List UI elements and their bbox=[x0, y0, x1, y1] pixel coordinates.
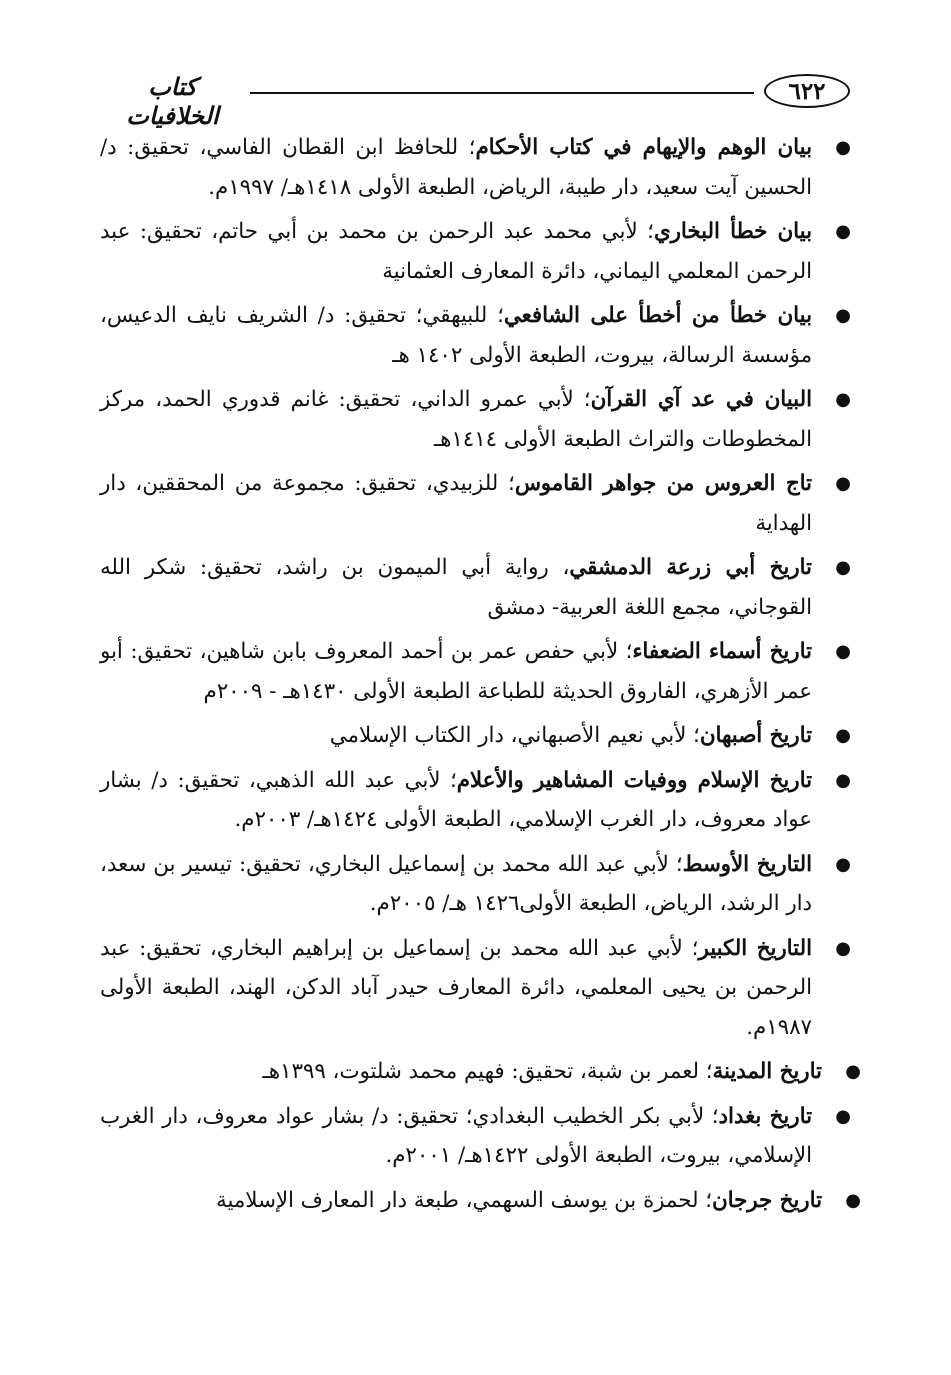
entry-title: التاريخ الأوسط bbox=[682, 851, 813, 877]
page-number: ٦٢٢ bbox=[764, 74, 850, 108]
bullet-icon: ● bbox=[835, 725, 851, 746]
bullet-icon: ● bbox=[835, 389, 851, 410]
list-item bbox=[100, 212, 851, 291]
entry-details: ، رواية أبي الميمون بن راشد، تحقيق: شكر الله القوجاني، مجمع اللغة العربية- دمشق bbox=[100, 555, 812, 620]
entry-details: ؛ لأبي حفص عمر بن أحمد المعروف بابن شاهين، تحقيق: أبو عمر الأزهري، الفاروق الحديثة للطباعة الطبعة الأولى ١٤٣٠هـ - ٢٠٠٩م bbox=[100, 639, 812, 704]
list-item bbox=[100, 380, 851, 459]
bibliography-list bbox=[100, 128, 861, 1225]
entry-title: بيان الوهم والإيهام في كتاب الأحكام bbox=[475, 135, 812, 160]
entry-details: ؛ لأبي بكر الخطيب البغدادي؛ تحقيق: د/ بشار عواد معروف، دار الغرب الإسلامي، بيروت، الطبعة الأولى ١٤٢٢هـ/ ٢٠٠١م. bbox=[100, 1103, 812, 1168]
bullet-icon: ● bbox=[835, 305, 851, 326]
list-item bbox=[100, 761, 851, 840]
entry-details: ؛ لعمر بن شبة، تحقيق: فهيم محمد شلتوت، ١٣٩٩هـ bbox=[262, 1059, 713, 1084]
entry-details: ؛ لأبي عبد الله محمد بن إسماعيل بن إبراهيم البخاري، تحقيق: عبد الرحمن بن يحيى المعلمي، دائرة المعارف حيدر آباد الدكن، الهند، الطبعة الأولى ١٩٨٧م. bbox=[100, 935, 812, 1040]
entry-title: تاريخ أبي زرعة الدمشقي bbox=[569, 555, 812, 580]
list-item bbox=[100, 128, 851, 207]
bullet-icon: ● bbox=[845, 1189, 861, 1211]
entry-details: ؛ للزبيدي، تحقيق: مجموعة من المحققين، دار الهداية bbox=[100, 471, 812, 536]
list-item bbox=[100, 296, 851, 375]
entry-title: التاريخ الكبير bbox=[698, 935, 813, 961]
entry-title: تاريخ أصبهان bbox=[699, 723, 812, 748]
list-item bbox=[138, 1052, 861, 1092]
entry-details: ؛ لحمزة بن يوسف السهمي، طبعة دار المعارف الإسلامية bbox=[216, 1187, 712, 1213]
bullet-icon: ● bbox=[835, 557, 851, 578]
entry-details: ؛ لأبي محمد عبد الرحمن بن محمد بن أبي حاتم، تحقيق: عبد الرحمن المعلمي اليماني، دائرة المعارف العثمانية bbox=[100, 219, 812, 284]
bullet-icon: ● bbox=[835, 1105, 851, 1127]
entry-title: تاريخ جرجان bbox=[712, 1187, 822, 1213]
bullet-icon: ● bbox=[835, 937, 851, 959]
bullet-icon: ● bbox=[835, 473, 851, 494]
entry-title: بيان خطأ من أخطأ على الشافعي bbox=[503, 303, 812, 328]
bullet-icon: ● bbox=[835, 641, 851, 662]
entry-details: ؛ للبيهقي؛ تحقيق: د/ الشريف نايف الدعيس، مؤسسة الرسالة، بيروت، الطبعة الأولى ١٤٠٢ هـ bbox=[100, 303, 812, 368]
entry-details: ؛ لأبي عمرو الداني، تحقيق: غانم قدوري الحمد، مركز المخطوطات والتراث الطبعة الأولى ١٤١٤هـ bbox=[100, 387, 812, 452]
list-item bbox=[170, 1181, 861, 1221]
entry-details: ؛ لأبي نعيم الأصبهاني، دار الكتاب الإسلامي bbox=[329, 723, 700, 748]
page-header bbox=[100, 70, 850, 130]
header-rule bbox=[250, 92, 754, 94]
list-item bbox=[100, 1097, 851, 1176]
list-item bbox=[100, 632, 851, 711]
list-item bbox=[100, 929, 851, 1048]
entry-details: ؛ للحافظ ابن القطان الفاسي، تحقيق: د/ الحسين آيت سعيد، دار طيبة، الرياض، الطبعة الأولى ١٤١٨هـ/ ١٩٩٧م. bbox=[100, 135, 812, 200]
entry-title: تاج العروس من جواهر القاموس bbox=[514, 471, 812, 496]
book-title: كتاب الخلافيات bbox=[126, 72, 219, 130]
list-item bbox=[100, 845, 851, 924]
entry-title: تاريخ المدينة bbox=[712, 1059, 822, 1084]
bullet-icon: ● bbox=[835, 221, 851, 242]
bullet-icon: ● bbox=[835, 137, 851, 158]
entry-title: تاريخ أسماء الضعفاء bbox=[632, 639, 812, 664]
entry-details: ؛ لأبي عبد الله الذهبي، تحقيق: د/ بشار عواد معروف، دار الغرب الإسلامي، الطبعة الأولى ١٤٢٤هـ/ ٢٠٠٣م. bbox=[100, 767, 812, 832]
bullet-icon: ● bbox=[835, 769, 851, 791]
list-item bbox=[100, 464, 851, 543]
list-item bbox=[100, 548, 851, 627]
list-item bbox=[100, 716, 851, 756]
entry-title: تاريخ بغداد bbox=[718, 1103, 812, 1129]
bullet-icon: ● bbox=[835, 853, 851, 875]
entry-title: تاريخ الإسلام ووفيات المشاهير والأعلام bbox=[456, 767, 812, 793]
entry-title: بيان خطأ البخاري bbox=[653, 219, 812, 244]
entry-title: البيان في عد آي القرآن bbox=[590, 387, 812, 412]
entry-details: ؛ لأبي عبد الله محمد بن إسماعيل البخاري، تحقيق: تيسير بن سعد، دار الرشد، الرياض، الطبعة الأولى١٤٢٦ هـ/ ٢٠٠٥م. bbox=[100, 851, 812, 916]
bullet-icon: ● bbox=[845, 1061, 861, 1082]
